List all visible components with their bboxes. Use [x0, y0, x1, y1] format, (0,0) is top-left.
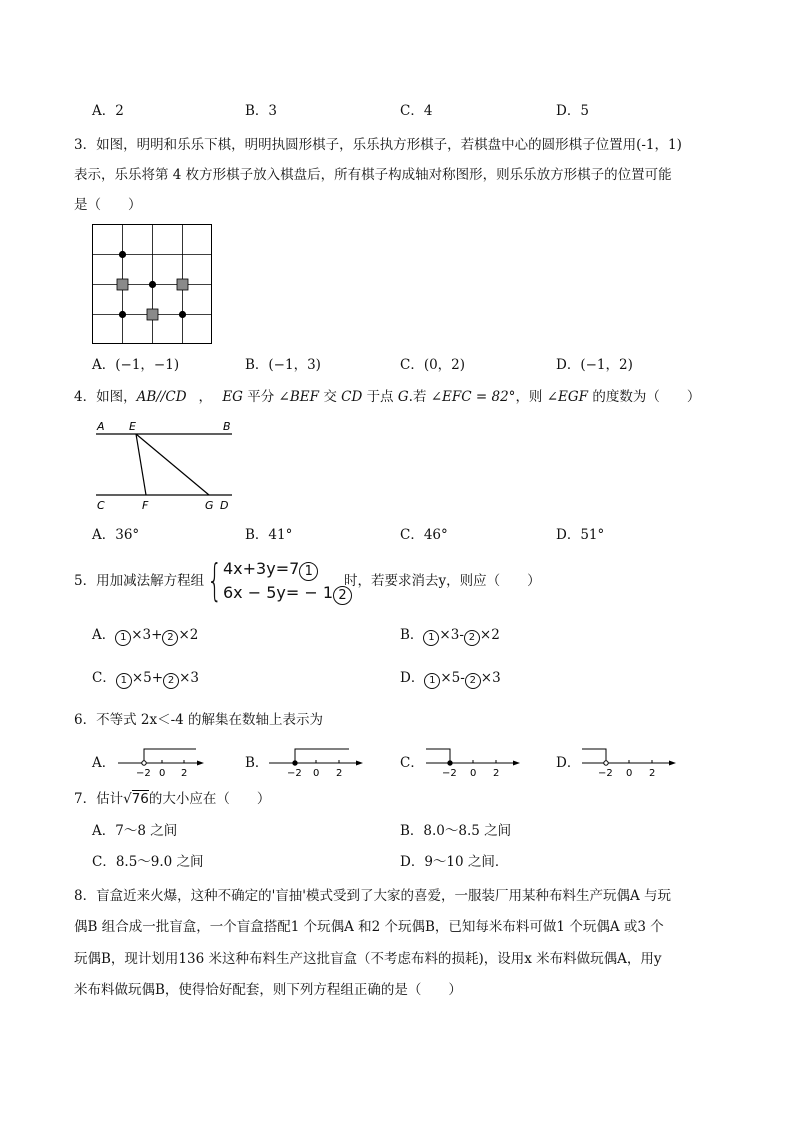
q6-option-b-letter: B． — [245, 755, 269, 771]
q2-option-b: B．3 — [245, 103, 278, 119]
q5-option-a: A． 1 ×3+ 2 ×2 — [92, 626, 198, 646]
q6-numberline-a — [116, 744, 206, 780]
q5-option-c: C． 1 ×5+ 2 ×3 — [92, 669, 199, 689]
q5-option-b: B． 1 ×3- 2 ×2 — [400, 626, 500, 646]
svg-text:−2: −2 — [442, 768, 457, 779]
svg-text:0: 0 — [313, 768, 320, 779]
q3-option-b: B．(−1，3) — [245, 357, 321, 373]
segment-ef — [136, 434, 146, 495]
round-piece — [119, 311, 126, 318]
q5-prefix: 5．用加减法解方程组 — [74, 573, 205, 589]
svg-text:−2: −2 — [136, 768, 151, 779]
svg-text:−2: −2 — [598, 768, 613, 779]
q6-stem: 6．不等式 2x＜-4 的解集在数轴上表示为 — [74, 712, 324, 728]
q6-numberline-c — [424, 744, 522, 780]
svg-text:0: 0 — [159, 768, 166, 779]
q3-stem-line2: 表示，乐乐将第 4 枚方形棋子放入棋盘后，所有棋子构成轴对称图形，则乐乐放方形棋子的位置可能 — [74, 167, 672, 183]
q4-option-c: C．46° — [400, 527, 448, 543]
round-piece — [149, 281, 156, 288]
q3-stem-line1: 3．如图，明明和乐乐下棋，明明执圆形棋子，乐乐执方形棋子，若棋盘中心的圆形棋子位置用(-1，1) — [74, 137, 682, 153]
chessboard-figure — [92, 224, 213, 345]
q3-stem-line3: 是（ ） — [74, 197, 142, 213]
label-g: G — [205, 499, 214, 512]
label-e: E — [129, 420, 136, 433]
q5-option-d: D． 1 ×5- 2 ×3 — [400, 669, 501, 689]
q6-option-a-letter: A． — [92, 755, 116, 771]
square-piece — [177, 279, 188, 290]
sqrt-symbol: √ — [123, 791, 132, 807]
label-b: B — [223, 420, 231, 433]
svg-text:0: 0 — [470, 768, 477, 779]
q4-option-a: A．36° — [92, 527, 140, 543]
q2-option-a: A．2 — [92, 103, 124, 119]
svg-text:2: 2 — [649, 768, 656, 779]
segment-eg — [136, 434, 209, 495]
q5-equation-2: 6x − 5y= − 1 2 — [223, 581, 352, 605]
brace-symbol: { — [207, 555, 223, 606]
square-piece — [147, 309, 158, 320]
svg-text:2: 2 — [181, 768, 188, 779]
parallel-lines-figure — [92, 414, 242, 514]
q7-option-d: D．9～10 之间． — [400, 854, 509, 870]
svg-text:2: 2 — [336, 768, 343, 779]
q3-option-c: C．(0，2) — [400, 357, 466, 373]
q7-option-a: A．7～8 之间 — [92, 823, 178, 839]
q4-option-d: D．51° — [556, 527, 605, 543]
q6-numberline-d — [580, 744, 678, 780]
square-piece — [117, 279, 128, 290]
q5-equation-1: 4x+3y=7 1 — [223, 557, 352, 581]
svg-text:0: 0 — [626, 768, 633, 779]
label-f: F — [142, 499, 149, 512]
q8-stem-line3: 玩偶B，现计划用136 米这种布料生产这批盲盒（不考虑布料的损耗)，设用x 米布料做玩偶A，用y — [74, 951, 662, 967]
q4-stem: 4．如图，AB//CD ， EG 平分 ∠BEF 交 CD 于点 G.若 ∠EFC = 82°，则 ∠EGF 的度数为（ ） — [74, 389, 701, 405]
q2-option-c: C．4 — [400, 103, 433, 119]
label-a: A — [97, 420, 105, 433]
q7-radicand: 76 — [131, 791, 149, 807]
svg-text:−2: −2 — [287, 768, 302, 779]
round-piece — [179, 311, 186, 318]
q8-stem-line2: 偶B 组合成一批盲盒，一个盲盒搭配1 个玩偶A 和2 个玩偶B，已知每米布料可做1 个玩偶A 或3 个 — [74, 919, 664, 935]
q6-numberline-b — [267, 744, 365, 780]
label-d: D — [220, 499, 229, 512]
q5-suffix: 时，若要求消去y，则应（ ） — [344, 573, 541, 589]
q8-stem-line1: 8．盲盒近来火爆，这种不确定的'盲抽'模式受到了大家的喜爱，一服装厂用某种布料生产玩偶A 与玩 — [74, 888, 672, 904]
label-c: C — [97, 499, 105, 512]
q6-option-d-letter: D． — [556, 755, 581, 771]
q8-stem-line4: 米布料做玩偶B，使得恰好配套，则下列方程组正确的是（ ） — [74, 982, 462, 998]
q3-option-a: A．(−1，−1) — [92, 357, 180, 373]
q4-option-b: B．41° — [245, 527, 293, 543]
q5-equation-system — [207, 557, 352, 605]
q7-stem: 7．估计√76的大小应在（ ） — [74, 791, 271, 807]
round-piece — [119, 251, 126, 258]
q7-option-c: C．8.5～9.0 之间 — [92, 854, 204, 870]
q3-option-d: D．(−1，2) — [556, 357, 633, 373]
q6-option-c-letter: C． — [400, 755, 424, 771]
q7-option-b: B．8.0～8.5 之间 — [400, 823, 512, 839]
svg-text:2: 2 — [493, 768, 500, 779]
q2-option-d: D．5 — [556, 103, 589, 119]
